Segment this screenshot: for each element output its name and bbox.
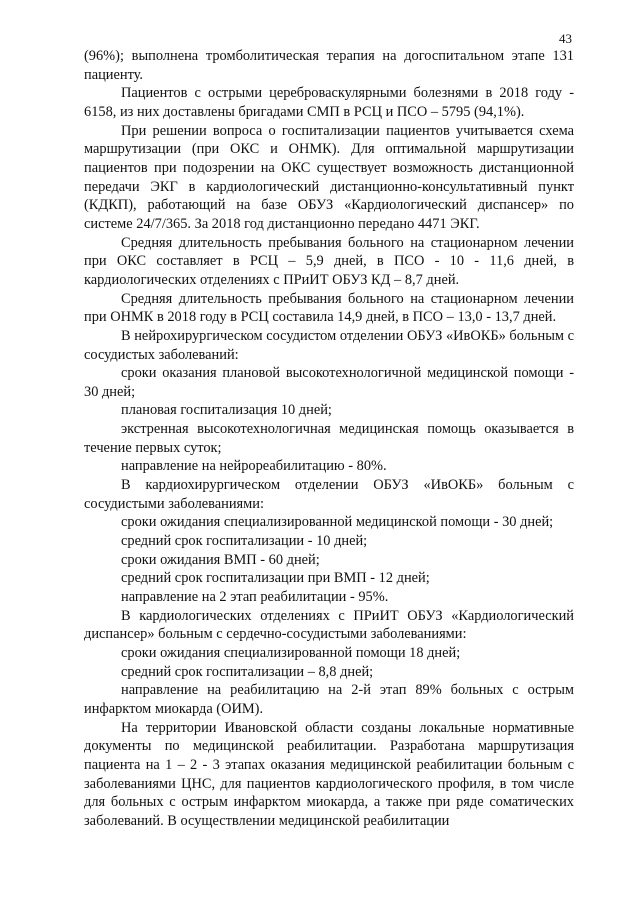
- list-item: направление на 2 этап реабилитации - 95%.: [121, 589, 389, 606]
- document-body: [84, 47, 574, 831]
- page-number: 43: [559, 31, 572, 46]
- list-item: средний срок госпитализации - 10 дней;: [121, 533, 368, 550]
- paragraph: (96%); выполнена тромболитическая терапия на догоспитальном этапе 131 пациенту.: [84, 48, 574, 83]
- list-item: средний срок госпитализации при ВМП - 12 дней;: [121, 570, 430, 587]
- paragraph: При решении вопроса о госпитализации пациентов учитывается схема маршрутизации (при ОКС и ОНМК). Для оптимальной маршрутизации пациентов при подозрении на ОКС существует возможность дистанционной передачи ЭКГ в кардиологический дистанционно-консультативный пункт (КДКП), работающий на базе ОБУЗ «Кардиологический диспансер» по системе 24/7/365. За 2018 год дистанционно передано 4471 ЭКГ.: [84, 122, 574, 232]
- list-item: направление на нейрореабилитацию - 80%.: [121, 458, 387, 475]
- list-item: направление на реабилитацию на 2-й этап 89% больных с острым инфарктом миокарда (ОИМ).: [84, 682, 574, 717]
- paragraph: Средняя длительность пребывания больного на стационарном лечении при ОКС составляет в РСЦ – 5,9 дней, в ПСО - 10 - 11,6 дней, в кардиологических отделениях с ПРиИТ ОБУЗ КД – 8,7 дней.: [84, 234, 574, 288]
- paragraph: В нейрохирургическом сосудистом отделении ОБУЗ «ИвОКБ» больным с сосудистых заболеваний:: [84, 327, 574, 363]
- list-item: средний срок госпитализации – 8,8 дней;: [121, 663, 374, 680]
- list-item: плановая госпитализация 10 дней;: [121, 402, 332, 419]
- paragraph: Средняя длительность пребывания больного на стационарном лечении при ОНМК в 2018 году в РСЦ составила 14,9 дней, в ПСО – 13,0 - 13,7 дней.: [84, 290, 574, 326]
- paragraph: На территории Ивановской области созданы локальные нормативные документы по медицинской реабилитации. Разработана маршрутизация пациента на 1 – 2 - 3 этапах оказания медицинской реабилитации больным с заболеваниями ЦНС, для пациентов кардиологического профиля, в том числе для больных с острым инфарктом миокарда, а также при ряде соматических заболеваний. В осуществлении медицинской реабилитации: [84, 719, 574, 829]
- paragraph: В кардиологических отделениях с ПРиИТ ОБУЗ «Кардиологический диспансер» больным с сердечно-сосудистыми заболеваниями:: [84, 607, 574, 643]
- paragraph: Пациентов с острыми цереброваскулярными болезнями в 2018 году - 6158, из них доставлены бригадами СМП в РСЦ и ПСО – 5795 (94,1%).: [84, 85, 574, 120]
- list-item: сроки ожидания ВМП - 60 дней;: [121, 551, 320, 568]
- list-item: сроки оказания плановой высокотехнологичной медицинской помощи - 30 дней;: [84, 365, 574, 400]
- list-item: сроки ожидания специализированной помощи 18 дней;: [121, 645, 461, 661]
- paragraph: В кардиохирургическом отделении ОБУЗ «ИвОКБ» больным с сосудистыми заболеваниями:: [84, 477, 574, 512]
- list-item: экстренная высокотехнологичная медицинская помощь оказывается в течение первых суток;: [84, 421, 574, 456]
- list-item: сроки ожидания специализированной медицинской помощи - 30 дней;: [121, 514, 554, 531]
